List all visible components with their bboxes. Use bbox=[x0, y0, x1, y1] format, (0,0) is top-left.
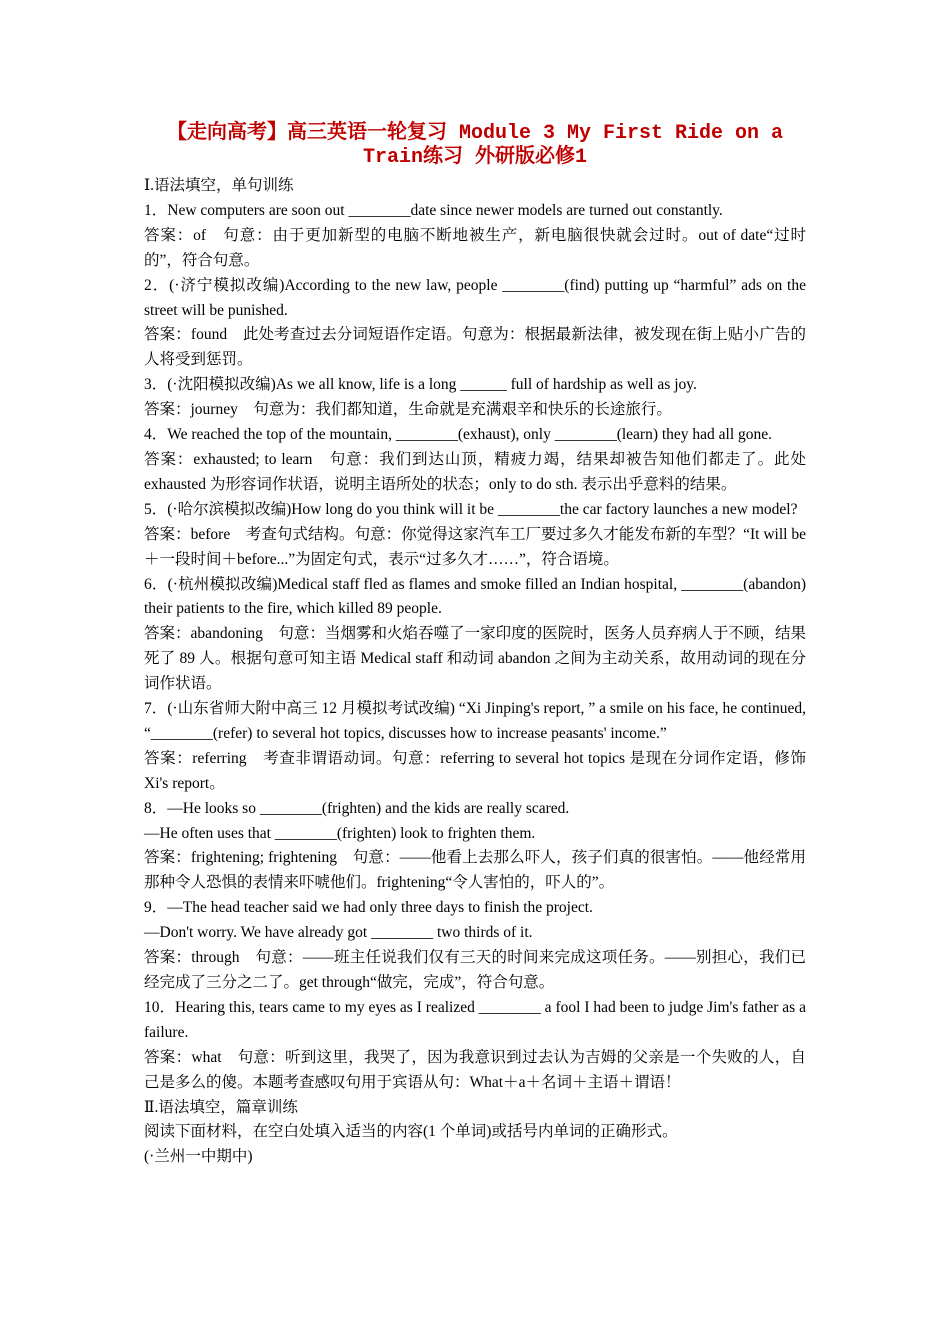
question-9: 9．—The head teacher said we had only three days to finish the project. bbox=[144, 899, 593, 917]
answer-6: 答案：abandoning 句意：当烟雾和火焰吞噬了一家印度的医院时，医务人员弃病人于不顾，结果死了 89 人。根据句意可知主语 Medical staff 和动词 abandon 之间为主动关系，故用动词的现在分词作状语。 bbox=[144, 625, 806, 693]
document-title bbox=[144, 122, 806, 170]
question-6: 6．(·杭州模拟改编)Medical staff fled as flames and smoke filled an Indian hospital, ________(abandon) their patients to the fire, which killed 89 people. bbox=[144, 575, 806, 618]
answer-9: 答案：through 句意：——班主任说我们仅有三天的时间来完成这项任务。——别担心，我们已经完成了三分之二了。get through“做完，完成”，符合句意。 bbox=[144, 949, 806, 991]
title-line-2: Train练习 外研版必修1 bbox=[362, 146, 587, 169]
answer-10: 答案：what 句意：听到这里，我哭了，因为我意识到过去认为吉姆的父亲是一个失败的人，自己是多么的傻。本题考查感叹句用于宾语从句：What＋a＋名词＋主语＋谓语！ bbox=[144, 1048, 806, 1091]
answer-5: 答案：before 考查句式结构。句意：你觉得这家汽车工厂要过多久才能发布新的车型？“It will be＋一段时间＋before...”为固定句式，表示“过多久才……”，符合语境。 bbox=[144, 525, 806, 568]
passage-source: (·兰州一中期中) bbox=[144, 1148, 253, 1166]
question-5: 5．(·哈尔滨模拟改编)How long do you think will it be ________the car factory launches a new model? bbox=[144, 500, 798, 518]
section-heading-1: Ⅰ.语法填空，单句训练 bbox=[144, 177, 294, 194]
question-1: 1．New computers are soon out ________date since newer models are turned out constantly. bbox=[144, 201, 723, 219]
document-page bbox=[144, 122, 806, 1170]
answer-2: 答案：found 此处考查过去分词短语作定语。句意为：根据最新法律，被发现在街上贴小广告的人将受到惩罚。 bbox=[144, 326, 806, 369]
title-line-1: 【走向高考】高三英语一轮复习 Module 3 My First Ride on a bbox=[166, 122, 784, 145]
section-heading-2: Ⅱ.语法填空，篇章训练 bbox=[144, 1098, 298, 1116]
answer-3: 答案：journey 句意为：我们都知道，生命就是充满艰辛和快乐的长途旅行。 bbox=[144, 401, 672, 419]
question-8-reply: —He often uses that ________(frighten) look to frighten them. bbox=[144, 824, 536, 842]
answer-1: 答案：of 句意：由于更加新型的电脑不断地被生产，新电脑很快就会过时。out of date“过时的”，符合句意。 bbox=[144, 226, 806, 269]
question-3: 3．(·沈阳模拟改编)As we all know, life is a long ______ full of hardship as well as joy. bbox=[144, 376, 697, 394]
question-7: 7．(·山东省师大附中高三 12 月模拟考试改编) “Xi Jinping's report, ” a smile on his face, he continued, “________(refer) to several hot topics, discusses how to increase peasants' income.” bbox=[144, 700, 806, 742]
question-2: 2．(·济宁模拟改编)According to the new law, people ________(find) putting up “harmful” ads on the street will be punished. bbox=[144, 276, 806, 319]
answer-8: 答案：frightening; frightening 句意：——他看上去那么吓人，孩子们真的很害怕。——他经常用那种令人恐惧的表情来吓唬他们。frightening“令人害怕的，吓人的”。 bbox=[144, 849, 806, 892]
answer-7: 答案：referring 考查非谓语动词。句意：referring to several hot topics 是现在分词作定语，修饰 Xi's report。 bbox=[144, 749, 806, 792]
question-9-reply: —Don't worry. We have already got ________ two thirds of it. bbox=[144, 924, 533, 942]
question-8: 8．—He looks so ________(frighten) and the kids are really scared. bbox=[144, 799, 570, 817]
passage-instruction: 阅读下面材料，在空白处填入适当的内容(1 个单词)或括号内单词的正确形式。 bbox=[144, 1123, 678, 1141]
answer-4: 答案：exhausted; to learn 句意：我们到达山顶，精疲力竭，结果却被告知他们都走了。此处 exhausted 为形容词作状语，说明主语所处的状态；only to do sth. 表示出乎意料的结果。 bbox=[144, 450, 806, 493]
question-4: 4．We reached the top of the mountain, ________(exhaust), only ________(learn) they had all gone. bbox=[144, 426, 773, 444]
question-10: 10．Hearing this, tears came to my eyes as I realized ________ a fool I had been to judge Jim's father as a failure. bbox=[144, 998, 806, 1041]
